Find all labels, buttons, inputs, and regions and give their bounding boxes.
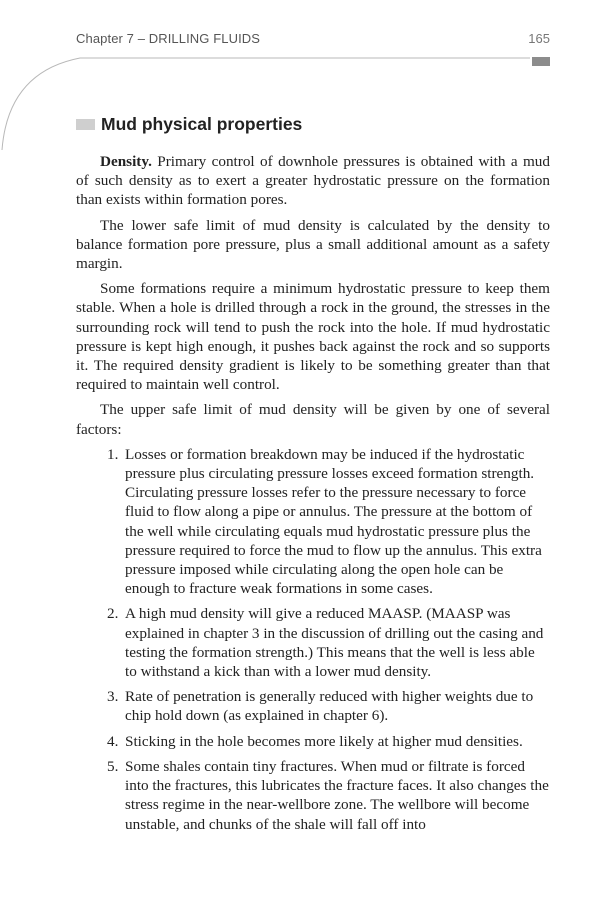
paragraph-text: The lower safe limit of mud density is calculated by the density to balance formation pore pressure, plus a small additional amount as a safety margin. bbox=[76, 216, 550, 273]
paragraph-text: Some formations require a minimum hydrostatic pressure to keep them stable. When a hole is drilled through a rock in the ground, the stresses in the surrounding rock will tend to push the rock into the hole. If mud hydrostatic pressure is kept high enough, it pushes back against the rock and so supports it. The required density gradient is likely to be something greater than that required to maintain well control. bbox=[76, 280, 550, 394]
list-item-text: Losses or formation breakdown may be induced if the hydrostatic pressure plus circulating pressure losses exceed formation strength. Circulating pressure losses refer to the pressure necessary to force fluid to flow along a pipe or annulus. The pressure at the bottom of the well while circulating equals mud hydrostatic pressure plus the pressure required to force the mud to flow up the annulus. This extra pressure imposed while circulating along the open hole can be enough to fracture weak formations in some cases. bbox=[125, 445, 542, 598]
factor-list bbox=[76, 445, 550, 834]
page-tab-marker bbox=[532, 57, 550, 66]
list-item-text: Rate of penetration is generally reduced with higher weights due to chip hold down (as explained in chapter 6). bbox=[125, 688, 534, 725]
list-number: 4. bbox=[107, 732, 119, 750]
list-item bbox=[76, 757, 550, 834]
paragraph-text: Primary control of downhole pressures is obtained with a mud of such density as to exert a greater hydrostatic pressure on the formation than exists within formation pores. bbox=[76, 153, 550, 209]
list-item bbox=[76, 687, 550, 725]
list-number: 5. bbox=[107, 757, 119, 775]
list-item-text: Sticking in the hole becomes more likely at higher mud densities. bbox=[125, 732, 523, 750]
list-number: 3. bbox=[107, 688, 119, 706]
paragraph bbox=[76, 279, 550, 394]
chapter-title: Chapter 7 – DRILLING FLUIDS bbox=[76, 31, 261, 46]
paragraph-text: The upper safe limit of mud density will be given by one of several factors: bbox=[76, 401, 550, 438]
list-item bbox=[76, 604, 550, 681]
list-number: 1. bbox=[107, 445, 119, 463]
section-heading bbox=[76, 114, 550, 135]
list-item-text: Some shales contain tiny fractures. When mud or filtrate is forced into the fractures, this lubricates the fracture faces. It also changes the stress regime in the near-wellbore zone. The wellbore will become unstable, and chunks of the shale will fall off into bbox=[125, 757, 549, 833]
page-corner-decoration bbox=[0, 0, 600, 160]
running-header bbox=[76, 31, 550, 51]
paragraph bbox=[76, 400, 550, 438]
paragraph bbox=[76, 216, 550, 274]
body-text bbox=[76, 152, 550, 840]
list-item bbox=[76, 732, 550, 751]
list-number: 2. bbox=[107, 605, 119, 623]
heading-marker-icon bbox=[76, 119, 95, 130]
list-item bbox=[76, 445, 550, 599]
page-number: 165 bbox=[528, 31, 550, 46]
list-item-text: A high mud density will give a reduced MAASP. (MAASP was explained in chapter 3 in the discussion of drilling out the casing and testing the formation strength.) This means that the well is less able to withstand a kick than with a lower mud density. bbox=[125, 605, 544, 681]
paragraph-lead: Density. bbox=[100, 153, 152, 170]
paragraph bbox=[76, 152, 550, 210]
section-title: Mud physical properties bbox=[101, 114, 303, 134]
